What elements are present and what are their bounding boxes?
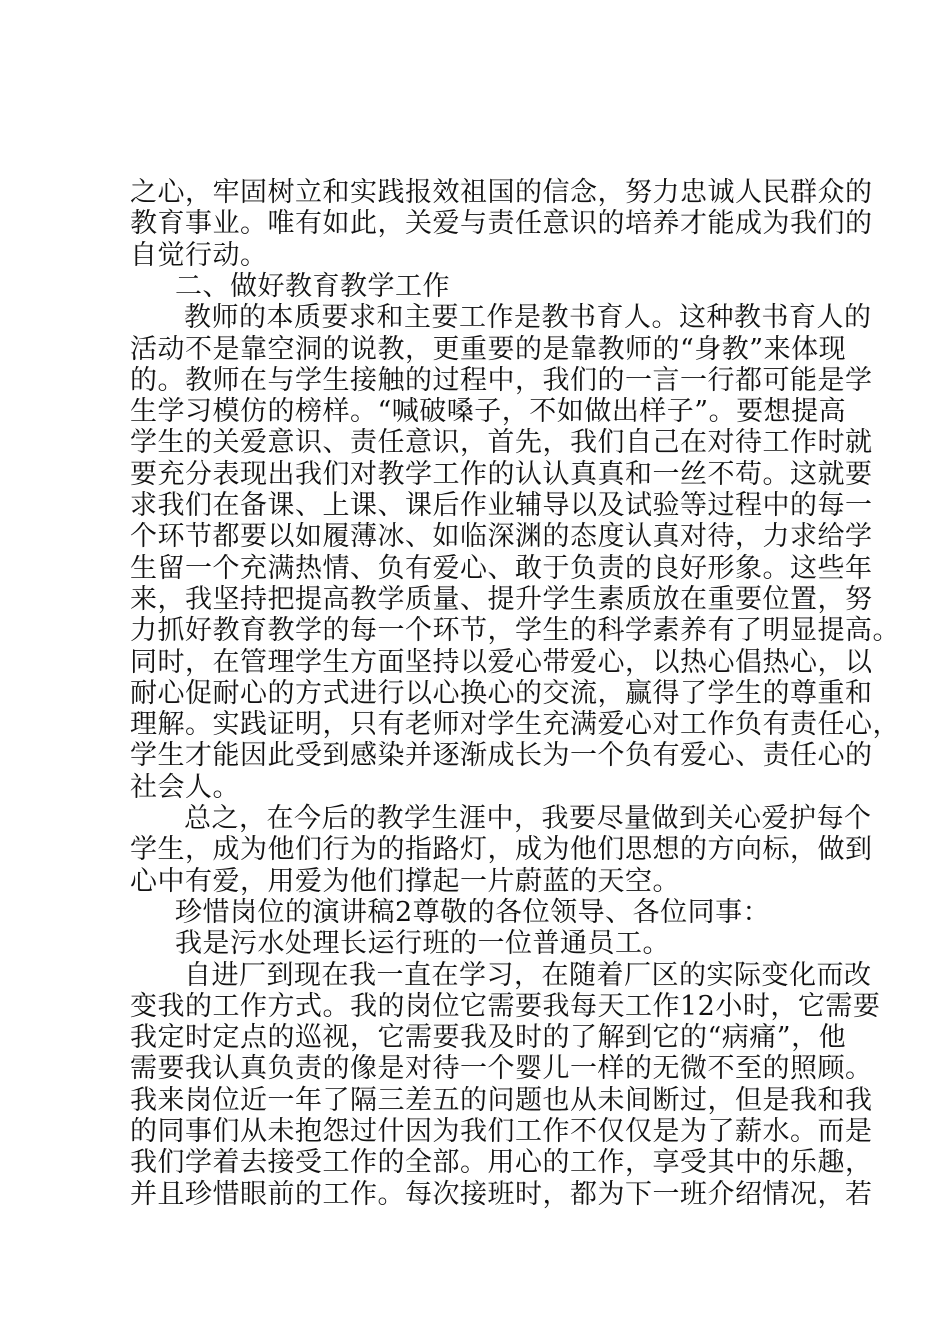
text-line: 社会人。 xyxy=(130,771,240,803)
text-line: 教师的本质要求和主要工作是教书育人。这种教书育人的 xyxy=(184,302,872,334)
text-line: 心中有爱，用爱为他们撑起一片蔚蓝的天空。 xyxy=(130,865,680,897)
text-line: 求我们在备课、上课、课后作业辅导以及试验等过程中的每一 xyxy=(130,490,873,522)
text-line: 个环节都要以如履薄冰、如临深渊的态度认真对待，力求给学 xyxy=(130,521,873,553)
text-line: 同时，在管理学生方面坚持以爱心带爱心，以热心倡热心，以 xyxy=(130,646,873,678)
text-line: 力抓好教育教学的每一个环节，学生的科学素养有了明显提高。 xyxy=(130,615,900,647)
text-line: 学生的关爱意识、责任意识，首先，我们自己在对待工作时就 xyxy=(130,427,873,459)
text-line: 的同事们从未抱怨过什因为我们工作不仅仅是为了薪水。而是 xyxy=(130,1116,873,1148)
text-line: 生学习模仿的榜样。“喊破嗓子，不如做出样子”。要想提高 xyxy=(130,396,847,428)
text-line: 我来岗位近一年了隔三差五的问题也从未间断过，但是我和我 xyxy=(130,1084,873,1116)
text-line: 要充分表现出我们对教学工作的认认真真和一丝不苟。这就要 xyxy=(130,458,873,490)
text-line: 来，我坚持把提高教学质量、提升学生素质放在重要位置，努 xyxy=(130,583,873,615)
text-line: 变我的工作方式。我的岗位它需要我每天工作12小时，它需要 xyxy=(130,990,881,1022)
text-line: 并且珍惜眼前的工作。每次接班时，都为下一班介绍情况，若 xyxy=(130,1178,873,1210)
text-line: 我是污水处理长运行班的一位普通员工。 xyxy=(175,928,670,960)
text-line: 学生才能因此受到感染并逐渐成长为一个负有爱心、责任心的 xyxy=(130,740,873,772)
text-line: 的。教师在与学生接触的过程中，我们的一言一行都可能是学 xyxy=(130,364,873,396)
text-line: 活动不是靠空洞的说教，更重要的是靠教师的“身教”来体现 xyxy=(130,333,847,365)
section-heading: 珍惜岗位的演讲稿2尊敬的各位领导、各位同事： xyxy=(175,896,771,928)
text-line: 需要我认真负责的像是对待一个婴儿一样的无微不至的照顾。 xyxy=(130,1053,873,1085)
text-line: 之心，牢固树立和实践报效祖国的信念，努力忠诚人民群众的 xyxy=(130,177,873,208)
text-line: 生留一个充满热情、负有爱心、敢于负责的良好形象。这些年 xyxy=(130,552,873,584)
text-line: 我定时定点的巡视，它需要我及时的了解到它的“病痛”，他 xyxy=(130,1022,847,1054)
text-line: 自觉行动。 xyxy=(130,239,268,271)
text-line: 耐心促耐心的方式进行以心换心的交流，赢得了学生的尊重和 xyxy=(130,677,873,709)
section-heading: 二、做好教育教学工作 xyxy=(175,270,450,302)
text-line: 教育事业。唯有如此，关爱与责任意识的培养才能成为我们的 xyxy=(130,208,873,240)
text-line: 总之，在今后的教学生涯中，我要尽量做到关心爱护每个 xyxy=(184,803,872,835)
text-line: 理解。实践证明，只有老师对学生充满爱心对工作负有责任心， xyxy=(130,709,900,741)
text-line: 我们学着去接受工作的全部。用心的工作，享受其中的乐趣， xyxy=(130,1147,873,1179)
text-line: 学生，成为他们行为的指路灯，成为他们思想的方向标，做到 xyxy=(130,834,873,866)
text-line: 自进厂到现在我一直在学习，在随着厂区的实际变化而改 xyxy=(184,959,872,991)
